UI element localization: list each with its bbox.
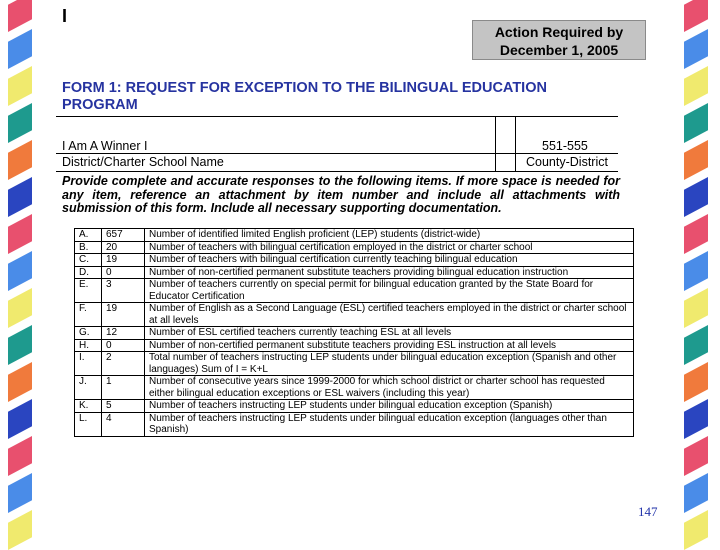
item-row	[75, 339, 634, 352]
item-value: 19	[102, 303, 145, 327]
item-description: Number of teachers instructing LEP students under bilingual education exception (Spanish)	[145, 400, 634, 413]
decorative-shape	[8, 140, 32, 180]
item-letter: G.	[75, 327, 102, 340]
item-row	[75, 327, 634, 340]
info-divider	[56, 153, 618, 154]
item-row	[75, 279, 634, 303]
decorative-shape	[8, 473, 32, 513]
form-title	[62, 80, 622, 114]
instructions-text: Provide complete and accurate responses to the following items. If more space is needed for any item, reference an attachment by item number and include all attachments with submission of this form. Include all necessary supporting documentation.	[62, 174, 620, 215]
item-description: Total number of teachers instructing LEP students under bilingual education exception (Spanish and other languages) Sum of I = K+L	[145, 352, 634, 376]
decorative-shape	[8, 510, 32, 550]
decorative-shape	[684, 214, 708, 254]
item-description: Number of teachers with bilingual certification currently teaching bilingual education	[145, 254, 634, 267]
decorative-shape	[8, 362, 32, 402]
decorative-shape	[684, 436, 708, 476]
item-description: Number of English as a Second Language (ESL) certified teachers employed in the district or charter school at all levels	[145, 303, 634, 327]
decorative-shape	[684, 66, 708, 106]
item-row	[75, 303, 634, 327]
item-value: 2	[102, 352, 145, 376]
right-decorative-border	[664, 0, 720, 540]
item-description: Number of teachers instructing LEP students under bilingual education exception (languages other than Spanish)	[145, 412, 634, 436]
item-letter: E.	[75, 279, 102, 303]
decorative-shape	[8, 325, 32, 365]
item-letter: F.	[75, 303, 102, 327]
info-divider	[495, 117, 496, 171]
item-value: 5	[102, 400, 145, 413]
item-description: Number of teachers with bilingual certification employed in the district or charter school	[145, 241, 634, 254]
district-name-label: District/Charter School Name	[62, 155, 224, 169]
decorative-shape	[8, 214, 32, 254]
item-description: Number of teachers currently on special permit for bilingual education granted by the State Board for Educator Certification	[145, 279, 634, 303]
decorative-shape	[8, 0, 32, 32]
decorative-shape	[8, 436, 32, 476]
district-name-value: I Am A Winner I	[62, 139, 148, 153]
county-district-value: 551-555	[542, 139, 588, 153]
decorative-shape	[8, 288, 32, 328]
item-description: Number of non-certified permanent substitute teachers providing bilingual education instruction	[145, 266, 634, 279]
item-letter: H.	[75, 339, 102, 352]
form-title-line1: FORM 1: REQUEST FOR EXCEPTION TO THE BILINGUAL EDUCATION	[62, 80, 547, 96]
decorative-shape	[684, 399, 708, 439]
item-description: Number of identified limited English proficient (LEP) students (district-wide)	[145, 229, 634, 242]
decorative-shape	[684, 325, 708, 365]
action-required-line2: December 1, 2005	[499, 42, 619, 58]
item-row	[75, 254, 634, 267]
form-title-line2: PROGRAM	[62, 97, 138, 113]
item-description: Number of consecutive years since 1999-2000 for which school district or charter school has requested either bilingual education exceptions or ESL waivers (including this year)	[145, 376, 634, 400]
item-description: Number of non-certified permanent substitute teachers providing ESL instruction at all levels	[145, 339, 634, 352]
header-mark: I	[62, 6, 68, 26]
item-row	[75, 412, 634, 436]
item-letter: L.	[75, 412, 102, 436]
item-letter: C.	[75, 254, 102, 267]
item-letter: D.	[75, 266, 102, 279]
info-divider	[515, 117, 516, 171]
decorative-shape	[684, 362, 708, 402]
decorative-shape	[684, 510, 708, 550]
decorative-shape	[684, 103, 708, 143]
county-district-label: County-District	[526, 155, 608, 169]
items-table	[74, 228, 634, 437]
decorative-shape	[8, 251, 32, 291]
action-required-line1: Action Required by	[494, 24, 624, 40]
decorative-shape	[8, 103, 32, 143]
item-value: 12	[102, 327, 145, 340]
decorative-shape	[684, 251, 708, 291]
decorative-shape	[684, 288, 708, 328]
item-value: 657	[102, 229, 145, 242]
item-value: 3	[102, 279, 145, 303]
decorative-shape	[8, 177, 32, 217]
item-row	[75, 376, 634, 400]
item-value: 4	[102, 412, 145, 436]
item-row	[75, 241, 634, 254]
decorative-shape	[684, 29, 708, 69]
action-required-box	[472, 20, 646, 60]
item-value: 1	[102, 376, 145, 400]
item-value: 0	[102, 266, 145, 279]
item-row	[75, 352, 634, 376]
left-decorative-border	[0, 0, 56, 540]
decorative-shape	[684, 140, 708, 180]
item-letter: J.	[75, 376, 102, 400]
item-value: 19	[102, 254, 145, 267]
decorative-shape	[8, 29, 32, 69]
item-row	[75, 400, 634, 413]
item-row	[75, 229, 634, 242]
district-info-table	[56, 116, 618, 172]
decorative-shape	[8, 399, 32, 439]
item-value: 20	[102, 241, 145, 254]
item-description: Number of ESL certified teachers currently teaching ESL at all levels	[145, 327, 634, 340]
item-letter: I.	[75, 352, 102, 376]
page-number: 147	[638, 504, 658, 519]
item-value: 0	[102, 339, 145, 352]
item-letter: B.	[75, 241, 102, 254]
decorative-shape	[8, 66, 32, 106]
item-letter: A.	[75, 229, 102, 242]
item-letter: K.	[75, 400, 102, 413]
item-row	[75, 266, 634, 279]
decorative-shape	[684, 0, 708, 32]
decorative-shape	[684, 473, 708, 513]
decorative-shape	[684, 177, 708, 217]
